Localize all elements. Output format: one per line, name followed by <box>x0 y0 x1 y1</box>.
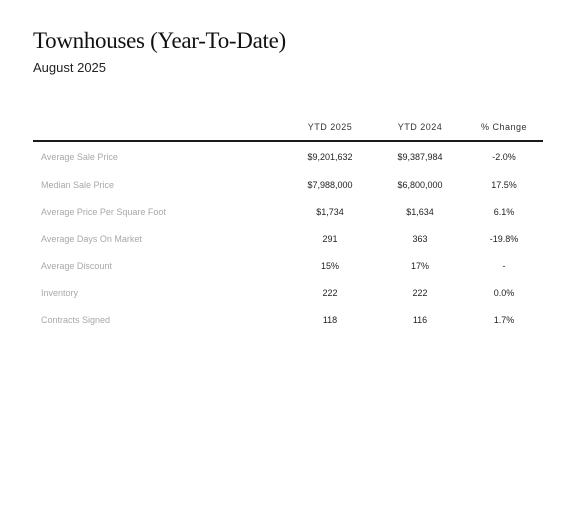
cell-ytd-2025: 118 <box>322 315 338 325</box>
cell-percent-change: -19.8% <box>489 234 519 244</box>
cell-ytd-2024: $9,387,984 <box>397 152 443 162</box>
row-label: Average Sale Price <box>41 152 118 162</box>
cell-percent-change: -2.0% <box>492 152 516 162</box>
table-row <box>33 252 543 279</box>
row-label: Median Sale Price <box>41 180 115 190</box>
cell-percent-change: 0.0% <box>493 288 515 298</box>
page-title: Townhouses (Year-To-Date) <box>33 28 286 53</box>
table-row <box>33 171 543 198</box>
cell-ytd-2024: $6,800,000 <box>397 180 443 190</box>
cell-ytd-2025: 291 <box>322 234 338 244</box>
cell-ytd-2024: $1,634 <box>406 207 434 217</box>
row-label: Average Price Per Square Foot <box>41 207 166 217</box>
cell-ytd-2025: $9,201,632 <box>307 152 353 162</box>
cell-ytd-2024: 17% <box>410 261 429 271</box>
cell-ytd-2024: 363 <box>412 234 428 244</box>
column-header-percent-change: % Change <box>480 122 528 132</box>
cell-ytd-2025: $1,734 <box>316 207 344 217</box>
table-row <box>33 142 543 171</box>
row-label: Contracts Signed <box>41 315 111 325</box>
table-row <box>33 306 543 333</box>
cell-percent-change: 1.7% <box>493 315 515 325</box>
table-header-row <box>33 116 543 142</box>
cell-ytd-2025: 15% <box>320 261 339 271</box>
page-subtitle: August 2025 <box>33 60 107 75</box>
row-label: Average Discount <box>41 261 112 271</box>
row-label: Inventory <box>41 288 79 298</box>
row-label: Average Days On Market <box>41 234 142 244</box>
cell-ytd-2025: 222 <box>322 288 338 298</box>
cell-percent-change: - <box>502 261 506 271</box>
stats-table <box>33 116 543 333</box>
cell-ytd-2025: $7,988,000 <box>307 180 353 190</box>
cell-ytd-2024: 222 <box>412 288 428 298</box>
cell-ytd-2024: 116 <box>412 315 428 325</box>
column-header-ytd-2025: YTD 2025 <box>307 122 353 132</box>
cell-percent-change: 17.5% <box>491 180 517 190</box>
table-row <box>33 225 543 252</box>
column-header-ytd-2024: YTD 2024 <box>397 122 443 132</box>
table-row <box>33 198 543 225</box>
table-row <box>33 279 543 306</box>
cell-percent-change: 6.1% <box>493 207 515 217</box>
